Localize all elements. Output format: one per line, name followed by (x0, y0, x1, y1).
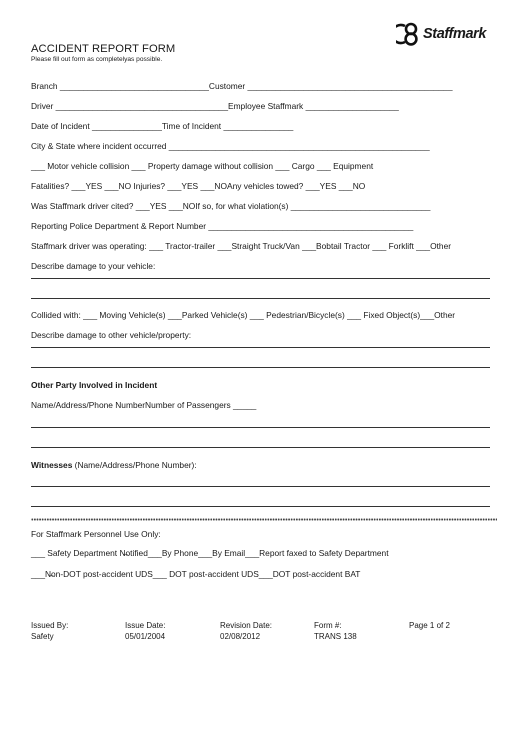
describe-other-damage-label: Describe damage to other vehicle/property: (31, 330, 192, 340)
issue-date-value: 05/01/2004 (125, 631, 166, 641)
form-number-value: TRANS 138 (314, 631, 357, 641)
issued-by-label: Issued By: (31, 621, 69, 630)
staffmark-logo (396, 22, 486, 46)
other-damage-line-1[interactable] (31, 347, 490, 348)
witnesses-label: Witnesses (31, 460, 73, 470)
other-party-field[interactable]: Name/Address/Phone NumberNumber of Passengers _____ (31, 400, 257, 410)
own-damage-line-1[interactable] (31, 278, 490, 279)
collided-with-options[interactable]: Collided with: ___ Moving Vehicle(s) ___Parked Vehicle(s) ___ Pedestrian/Bicycle(s) ___ Fixed Object(s)___Other (31, 310, 456, 320)
other-party-line-2[interactable] (31, 447, 490, 448)
fatalities-injuries-towed-options[interactable]: Fatalities? ___YES ___NO Injuries? ___YES ___NOAny vehicles towed? ___YES ___NO (31, 181, 366, 191)
city-state-field[interactable]: City & State where incident occurred ________________________________________________________ (31, 141, 430, 151)
vehicle-operating-options[interactable]: Staffmark driver was operating: ___ Tractor-trailer ___Straight Truck/Van ___Bobtail Tractor ___ Forklift ___Other (31, 241, 452, 251)
revision-date-value: 02/08/2012 (220, 631, 261, 641)
footer-issue-date (125, 621, 165, 642)
witnesses-hint: (Name/Address/Phone Number): (72, 460, 197, 470)
footer-form-number (314, 621, 357, 642)
police-report-field[interactable]: Reporting Police Department & Report Number ____________________________________________ (31, 221, 414, 231)
footer-issued-by (31, 621, 68, 642)
form-subtitle: Please fill out form as completelyas possible. (31, 56, 163, 63)
own-damage-line-2[interactable] (31, 298, 490, 299)
post-accident-test-options[interactable]: ___N̶on-DOT post-accident UDS___ DOT post-accident UDS___DOT post-accident BAT (31, 569, 361, 579)
safety-notified-options[interactable]: ___ Safety Department N̶otified___By Phone___By Email___Report faxed to Safety Department (31, 548, 389, 558)
revision-date-label: Revision Date: (220, 621, 273, 630)
witnesses-line-1[interactable] (31, 486, 490, 487)
date-time-field[interactable]: Date of Incident _______________Time of Incident _______________ (31, 121, 294, 131)
form-title: ACCIDENT REPORT FORM (31, 43, 176, 55)
driver-employee-field[interactable]: Driver _____________________________________Employee Staffmark ____________________ (31, 101, 399, 111)
form-number-label: Form #: (314, 621, 342, 630)
issue-date-label: Issue Date: (125, 621, 166, 630)
witnesses-line-2[interactable] (31, 506, 490, 507)
describe-own-damage-label: Describe damage to your vehicle: (31, 261, 156, 271)
star-divider (31, 518, 497, 521)
staffmark-logo-icon (396, 22, 422, 46)
incident-type-options[interactable]: ___ Motor vehicle collision ___ Property damage without collision ___ Cargo ___ Equipment (31, 161, 374, 171)
driver-cited-field[interactable]: Was Staffmark driver cited? ___YES ___NOIf so, for what violation(s) ______________________________ (31, 201, 431, 211)
other-party-line-1[interactable] (31, 427, 490, 428)
logo-text: Staffmark (423, 26, 487, 42)
other-damage-line-2[interactable] (31, 367, 490, 368)
issued-by-value: Safety (31, 631, 54, 641)
footer-revision-date (220, 621, 272, 642)
page-number: Page 1 of 2 (409, 621, 450, 630)
footer-page-number (409, 621, 450, 632)
personnel-heading: For Staffmark Personnel Use Only: (31, 529, 161, 539)
branch-customer-field[interactable]: Branch ________________________________Customer ____________________________________________ (31, 81, 453, 91)
witnesses-heading (31, 460, 197, 470)
other-party-heading: Other Party Involved in Incident (31, 380, 158, 390)
